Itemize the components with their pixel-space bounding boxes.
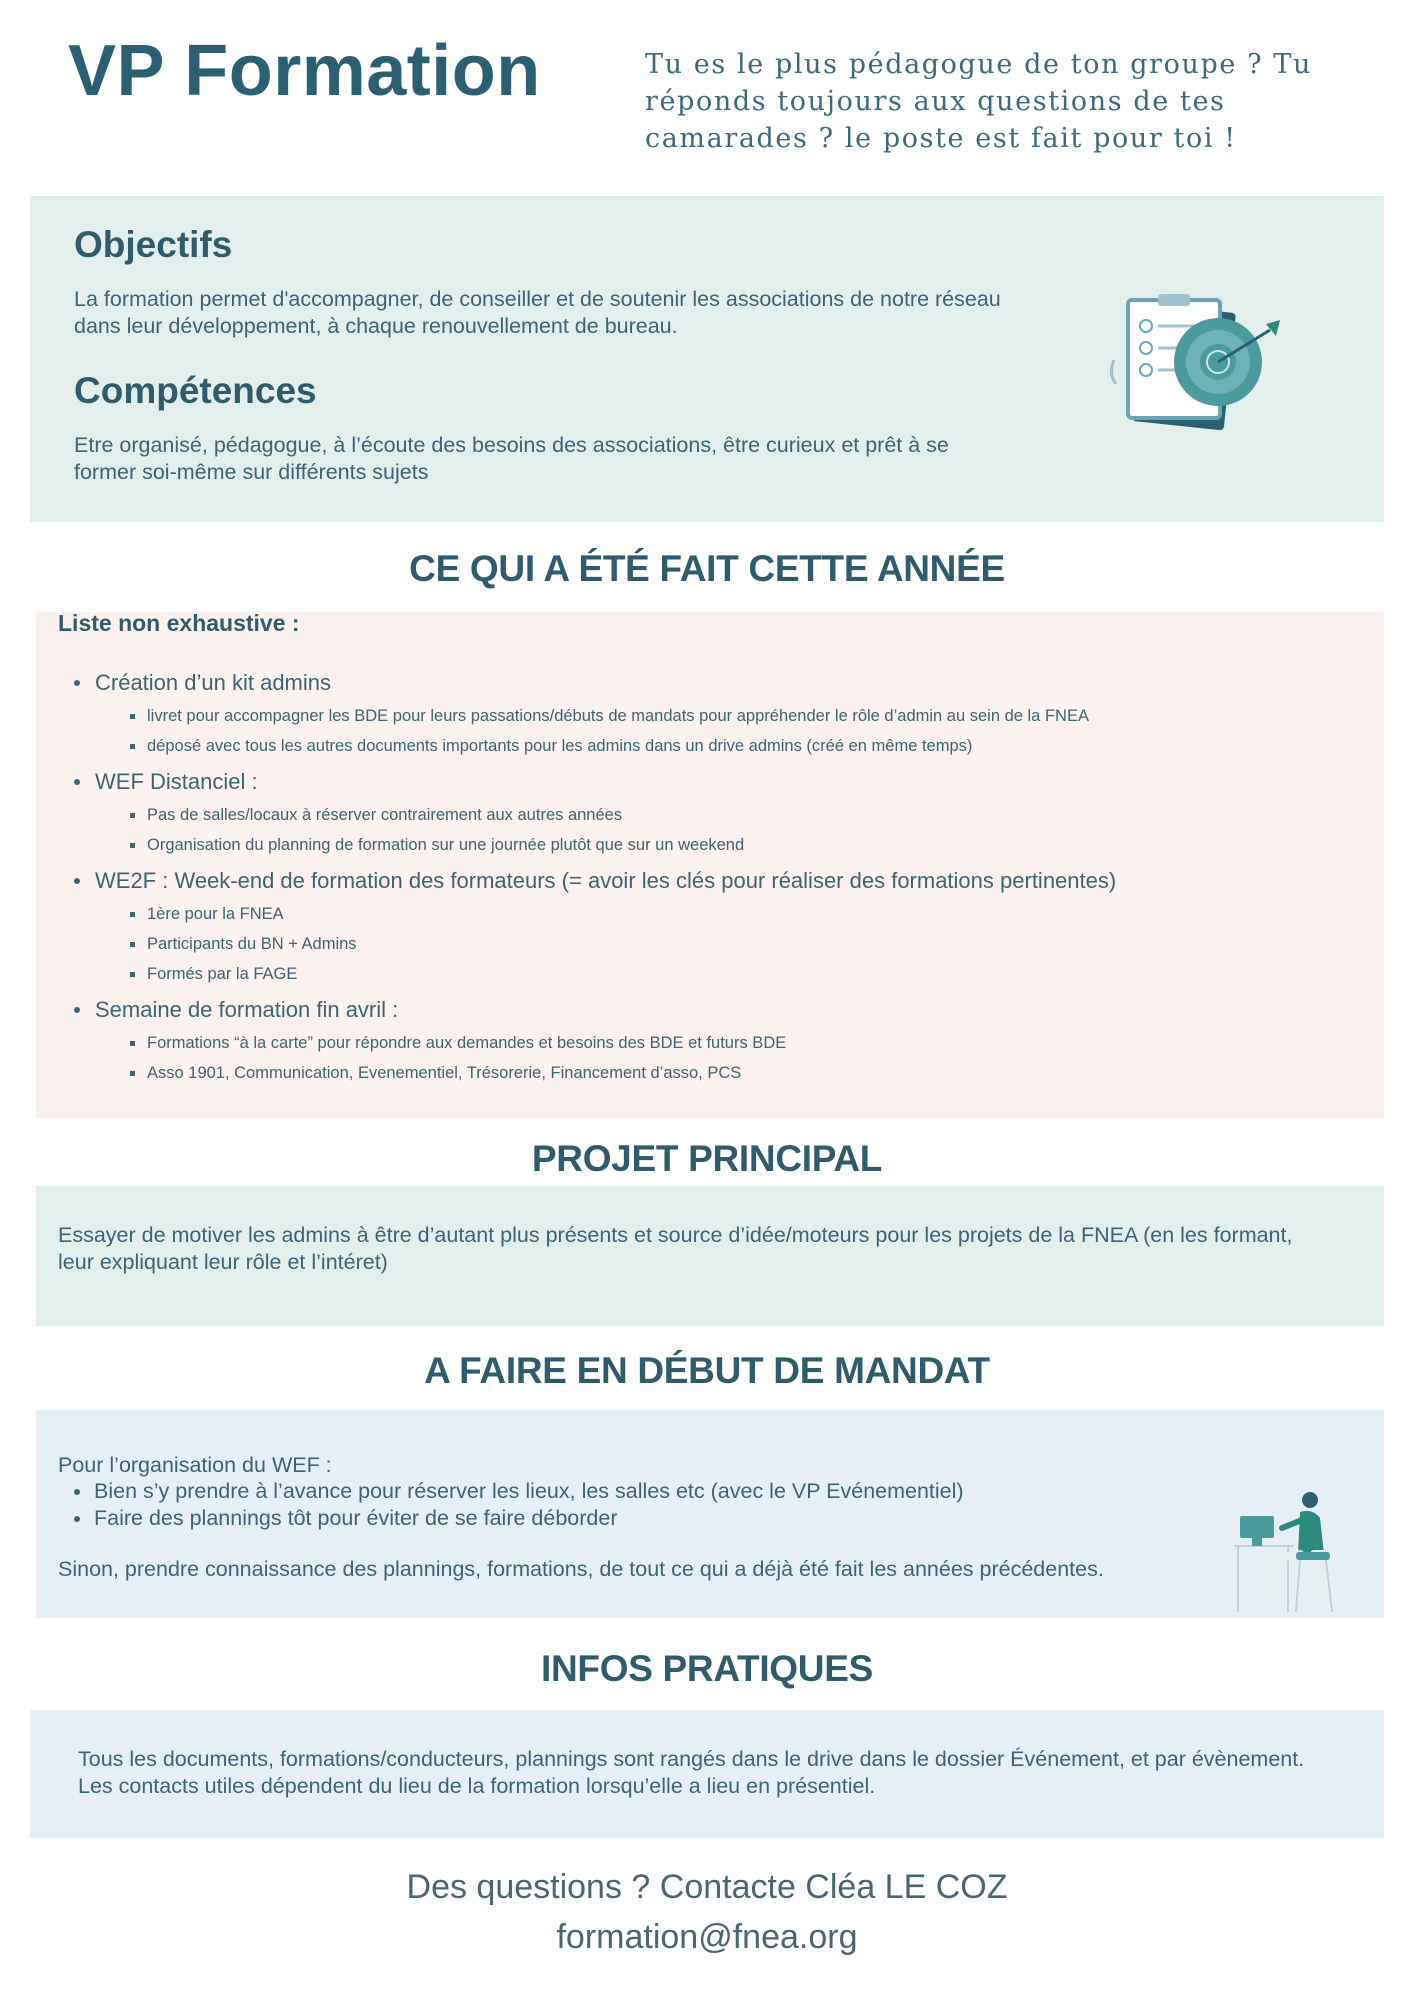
- objectifs-heading: Objectifs: [74, 224, 233, 265]
- list-item: Faire des plannings tôt pour éviter de se faire déborder: [94, 1505, 964, 1532]
- projet-text: Essayer de motiver les admins à être d’autant plus présents et source d’idée/moteurs pour les projets de la FNEA (en les formant, leur expliquant leur rôle et l’intéret): [58, 1223, 1293, 1274]
- contact-line: Des questions ? Contacte Cléa LE COZ: [406, 1868, 1008, 1906]
- done-heading: CE QUI A ÉTÉ FAIT CETTE ANNÉE: [409, 548, 1005, 589]
- checklist-target-illustration-icon: [1100, 290, 1290, 450]
- mandat-panel: [36, 1410, 1384, 1618]
- sub-list-item: déposé avec tous les autres documents importants pour les admins dans un drive admins (créé en même temps): [147, 731, 1355, 761]
- done-list-title: Liste non exhaustive :: [58, 610, 300, 636]
- list-item-label: WE2F : Week-end de formation des formateurs (= avoir les clés pour réaliser des formations pertinentes): [95, 868, 1117, 893]
- list-item: [95, 668, 1355, 761]
- list-item: [95, 866, 1355, 989]
- infos-panel: [30, 1710, 1384, 1838]
- competences-heading: Compétences: [74, 370, 317, 411]
- mandat-list: [94, 1478, 964, 1532]
- infos-text: Tous les documents, formations/conducteurs, plannings sont rangés dans le drive dans le dossier Événement, et par évènement. Les contacts utiles dépendent du lieu de la formation lorsqu’elle a lieu en présentiel.: [78, 1747, 1305, 1798]
- page-title: VP Formation: [68, 31, 541, 111]
- sub-list-item: livret pour accompagner les BDE pour leurs passations/débuts de mandats pour appréhender le rôle d’admin au sein de la FNEA: [147, 701, 1355, 731]
- list-item: [95, 767, 1355, 860]
- contact-email-link[interactable]: formation@fnea.org: [556, 1918, 858, 1956]
- person-at-desk-illustration-icon: [1230, 1490, 1340, 1614]
- mandat-intro: Pour l’organisation du WEF :: [58, 1453, 332, 1477]
- sub-list-item: Participants du BN + Admins: [147, 929, 1355, 959]
- sub-list-item: Formés par la FAGE: [147, 959, 1355, 989]
- done-list: [95, 668, 1355, 1088]
- list-item-label: Semaine de formation fin avril :: [95, 997, 399, 1022]
- competences-text: Etre organisé, pédagogue, à l’écoute des besoins des associations, être curieux et prêt à se former soi-même sur différents sujets: [74, 433, 949, 484]
- list-item: Bien s’y prendre à l’avance pour réserver les lieux, les salles etc (avec le VP Evénementiel): [94, 1479, 964, 1503]
- infos-heading: INFOS PRATIQUES: [541, 1648, 873, 1689]
- mandat-heading: A FAIRE EN DÉBUT DE MANDAT: [424, 1350, 990, 1391]
- objectifs-text: La formation permet d'accompagner, de conseiller et de soutenir les associations de notre réseau dans leur développement, à chaque renouvellement de bureau.: [74, 287, 1001, 338]
- projet-panel: [36, 1186, 1384, 1326]
- sub-list-item: Formations “à la carte” pour répondre aux demandes et besoins des BDE et futurs BDE: [147, 1028, 1355, 1058]
- list-item-label: WEF Distanciel :: [95, 769, 258, 794]
- list-item: [95, 995, 1355, 1088]
- sub-list-item: Asso 1901, Communication, Evenementiel, Trésorerie, Financement d’asso, PCS: [147, 1058, 1355, 1088]
- list-item-label: Création d’un kit admins: [95, 670, 332, 695]
- sub-list-item: Pas de salles/locaux à réserver contrairement aux autres années: [147, 800, 1355, 830]
- sub-list-item: 1ère pour la FNEA: [147, 899, 1355, 929]
- tagline: Tu es le plus pédagogue de ton groupe ? Tu réponds toujours aux questions de tes camarades ? le poste est fait pour toi !: [645, 49, 1313, 154]
- sub-list-item: Organisation du planning de formation sur une journée plutôt que sur un weekend: [147, 830, 1355, 860]
- projet-heading: PROJET PRINCIPAL: [531, 1138, 883, 1179]
- mandat-outro: Sinon, prendre connaissance des plannings, formations, de tout ce qui a déjà été fait les années précédentes.: [58, 1557, 1104, 1581]
